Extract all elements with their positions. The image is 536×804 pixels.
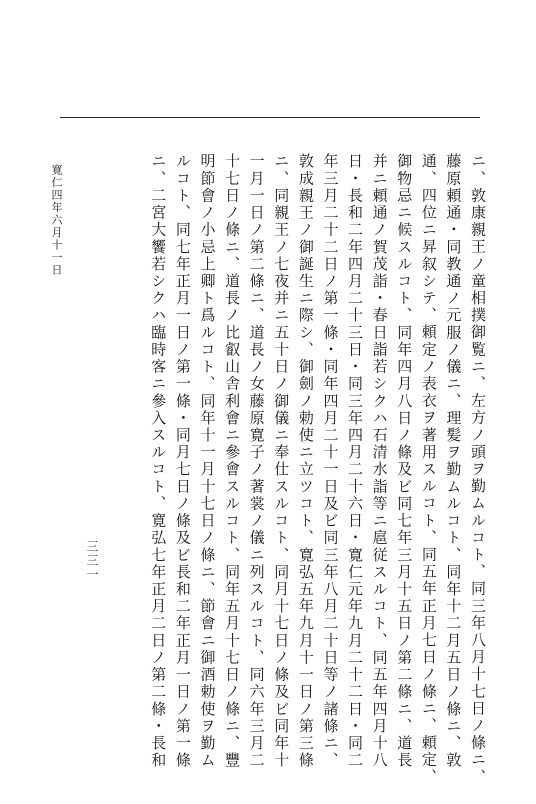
text-column: 明節會ノ小忌上卿ト爲ルコト、同年十一月十七日ノ條ニ、節會ニ御酒勅使ヲ勤ム <box>198 153 217 769</box>
text-column: 日・長和二年四月二十三日・同三年四月二十六日・寛仁元年九月二十二日・同二 <box>346 153 365 769</box>
text-column: 通、四位ニ昇叙シテ、頼定ノ表衣ヲ著用スルコト、同五年正月七日ノ條ニ、頼定、 <box>419 153 438 786</box>
text-column: 一月一日ノ第二條ニ、道長ノ女藤原寛子ノ著裳ノ儀ニ列スルコト、同六年三月二 <box>247 153 266 769</box>
text-column: 并ニ頼通ノ賀茂詣・春日詣若シクハ石清水詣等ニ扈従スルコト、同五年四月十八 <box>370 153 389 769</box>
body-text <box>130 153 490 786</box>
text-column: 御物忌ニ候スルコト、同年四月八日ノ條及ビ同七年三月十五日ノ第二條ニ、道長 <box>395 153 414 769</box>
page-number: 三三一 <box>85 540 99 582</box>
text-column: 年三月二十二日ノ第一條・同年四月二十一日及ビ同三年八月二十日等ノ諸條ニ、 <box>321 153 340 769</box>
header-rule <box>60 117 480 118</box>
text-column: ニ、同親王ノ七夜并ニ五十日ノ御儀ニ奉仕スルコト、同月十七日ノ條及ビ同年十 <box>272 153 291 769</box>
text-column: 十七日ノ條ニ、道長ノ比叡山舎利會ニ參會スルコト、同年五月十七日ノ條ニ、豐 <box>223 153 242 769</box>
text-column: ルコト、同七年正月一日ノ第一條・同月七日ノ條及ビ長和二年正月一日ノ第一條 <box>173 153 192 769</box>
text-column: ニ、二宮大饗若シクハ臨時客ニ參入スルコト、寛弘七年正月二日ノ第二條・長和 <box>149 153 168 769</box>
text-column: 藤原頼通・同教通ノ元服ノ儀ニ、理髪ヲ勤ムルコト、同年十二月五日ノ條ニ、敦 <box>444 153 463 769</box>
running-header-date: 寛仁四年六月十一日 <box>50 164 63 277</box>
text-column: ニ、敦康親王ノ童相撲御覧ニ、左方ノ頭ヲ勤ムルコト、同三年八月十七日ノ條ニ、 <box>469 153 487 786</box>
text-column: 敦成親王ノ御誕生ニ際シ、御劍ノ勅使ニ立ツコト、寛弘五年九月十一日ノ第三條 <box>296 153 315 769</box>
